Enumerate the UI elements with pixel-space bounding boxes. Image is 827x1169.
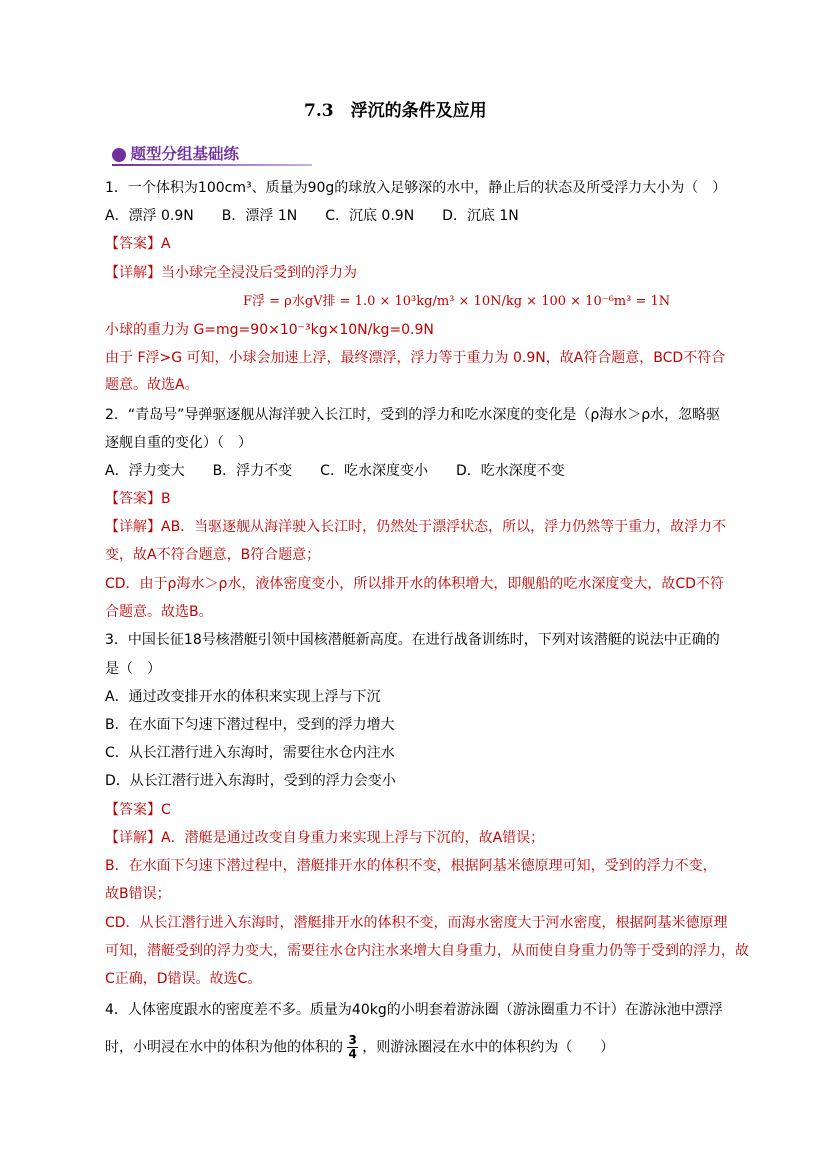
bullet-icon <box>112 148 126 162</box>
q3-detail-3: 故B错误； <box>105 886 171 902</box>
q2-detail-2: 变，故A不符合题意，B符合题意； <box>105 547 321 563</box>
q3-detail-1: 【详解】A．潜艇是通过改变自身重力来实现上浮与下沉的，故A错误； <box>105 830 545 846</box>
q2-options: A．浮力变大 B．浮力不变 C．吃水深度变小 D．吃水深度不变 <box>105 463 565 479</box>
q2-stem-1: 2．“青岛号”导弹驱逐舰从海洋驶入长江时，受到的浮力和吃水深度的变化是（ρ海水＞ρ水，忽略驱 <box>105 407 721 423</box>
fraction-numerator: 3 <box>348 1033 357 1047</box>
q2-stem-2: 逐舰自重的变化）（ ） <box>105 435 252 451</box>
q4-stem-2 <box>105 1034 614 1061</box>
q2-detail-4: 合题意。故选B。 <box>105 604 213 620</box>
q2-answer: 【答案】B <box>105 491 171 507</box>
q4-stem-1: 4．人体密度跟水的密度差不多。质量为40kg的小明套着游泳圈（游泳圈重力不计）在游泳池中漂浮 <box>105 1002 723 1018</box>
q1-formula: F浮 = ρ水gV排 = 1.0 × 10³kg/m³ × 10N/kg × 100 × 10⁻⁶m³ = 1N <box>243 294 671 309</box>
q1-detail-4: 题意。故选A。 <box>105 377 199 393</box>
q1-stem: 1．一个体积为100cm³、质量为90g的球放入足够深的水中，静止后的状态及所受浮力大小为（ ） <box>105 180 727 196</box>
q1-options: A．漂浮 0.9N B．漂浮 1N C．沉底 0.9N D．沉底 1N <box>105 208 519 224</box>
page-title: 7.3 浮沉的条件及应用 <box>304 101 487 121</box>
q3-option-c: C．从长江潜行进入东海时，需要往水仓内注水 <box>105 745 395 761</box>
fraction <box>347 1034 357 1061</box>
q4-stem-2b: ，则游泳圈浸在水中的体积约为（ ） <box>362 1039 615 1056</box>
q2-detail-3: CD．由于ρ海水＞ρ水，液体密度变小，所以排开水的体积增大，即舰船的吃水深度变大，故CD不符 <box>105 576 724 592</box>
section-underline <box>112 164 312 166</box>
q3-detail-6: C正确，D错误。故选C。 <box>105 971 262 987</box>
section-banner <box>112 144 239 165</box>
q1-detail-1: 【详解】当小球完全浸没后受到的浮力为 <box>105 265 357 281</box>
fraction-denominator: 4 <box>348 1047 357 1061</box>
q3-stem-1: 3．中国长征18号核潜艇引领中国核潜艇新高度。在进行战备训练时，下列对该潜艇的说法中正确的 <box>105 632 720 648</box>
q3-detail-5: 可知，潜艇受到的浮力变大，需要往水仓内注水来增大自身重力，从而使自身重力仍等于受到的浮力，故 <box>105 943 749 959</box>
section-title: 题型分组基础练 <box>130 145 239 163</box>
q4-stem-2a: 时，小明浸在水中的体积为他的体积的 <box>105 1039 343 1056</box>
q3-option-b: B．在水面下匀速下潜过程中，受到的浮力增大 <box>105 717 395 733</box>
q3-option-d: D．从长江潜行进入东海时，受到的浮力会变小 <box>105 773 396 789</box>
q3-stem-2: 是（ ） <box>105 661 161 677</box>
q1-answer: 【答案】A <box>105 236 171 252</box>
q1-detail-2: 小球的重力为 G=mg=90×10⁻³kg×10N/kg=0.9N <box>105 322 434 338</box>
q3-answer: 【答案】C <box>105 802 171 818</box>
q1-detail-3: 由于 F浮>G 可知，小球会加速上浮，最终漂浮，浮力等于重力为 0.9N，故A符合题意，BCD不符合 <box>105 350 726 366</box>
q3-detail-4: CD．从长江潜行进入东海时，潜艇排开水的体积不变，而海水密度大于河水密度，根据阿基米德原理 <box>105 915 728 931</box>
q2-detail-1: 【详解】AB．当驱逐舰从海洋驶入长江时，仍然处于漂浮状态，所以，浮力仍然等于重力，故浮力不 <box>105 519 727 535</box>
q3-option-a: A．通过改变排开水的体积来实现上浮与下沉 <box>105 689 381 705</box>
q3-detail-2: B．在水面下匀速下潜过程中，潜艇排开水的体积不变，根据阿基米德原理可知，受到的浮力不变， <box>105 858 717 874</box>
